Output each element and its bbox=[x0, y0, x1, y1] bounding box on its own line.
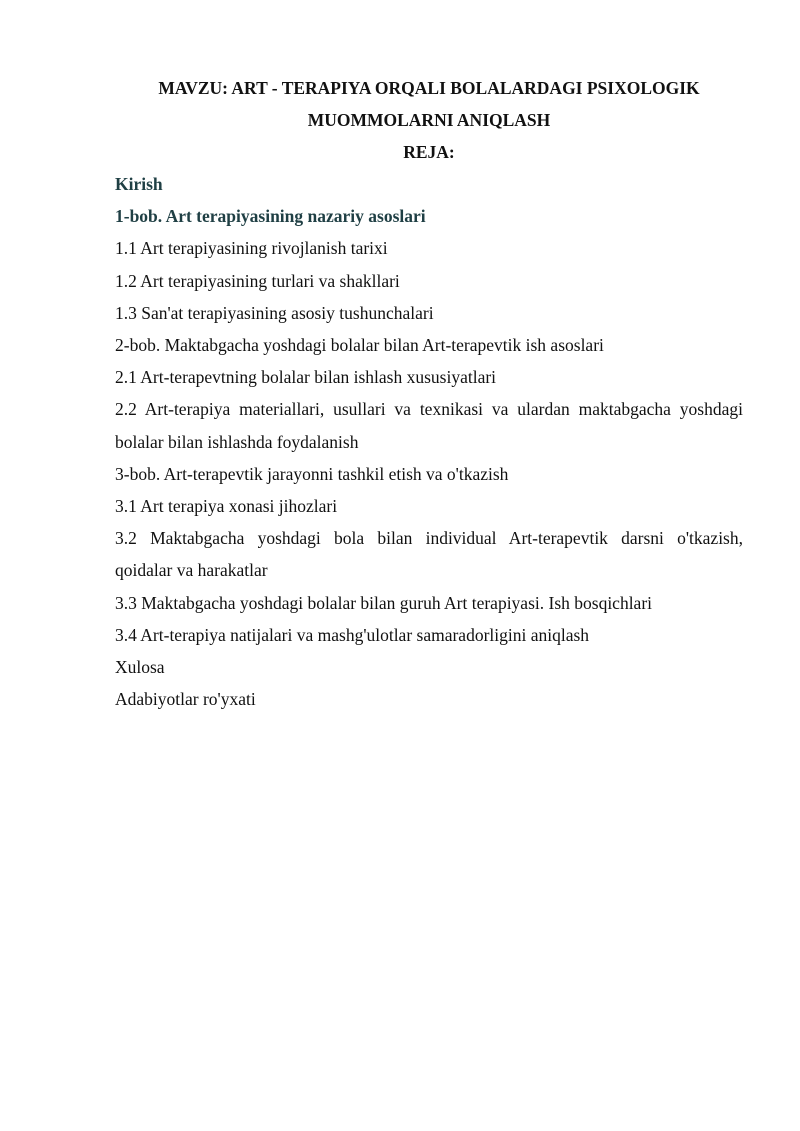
document-page bbox=[115, 72, 743, 715]
toc-intro: Kirish bbox=[115, 174, 163, 194]
toc-section-3-1: 3.1 Art terapiya xonasi jihozlari bbox=[115, 496, 338, 517]
toc-section-3-3: 3.3 Maktabgacha yoshdagi bolalar bilan guruh Art terapiyasi. Ish bosqichlari bbox=[115, 592, 653, 613]
toc-section-2-1: 2.1 Art-terapevtning bolalar bilan ishlash xususiyatlari bbox=[115, 367, 497, 388]
title-line-2: MUOMMOLARNI ANIQLASH bbox=[307, 110, 551, 130]
toc-section-1-3: 1.3 San'at terapiyasining asosiy tushunchalari bbox=[115, 302, 434, 323]
toc-conclusion: Xulosa bbox=[115, 657, 165, 678]
toc-section-3-2-line-2: qoidalar va harakatlar bbox=[115, 560, 268, 581]
toc-section-3-4: 3.4 Art-terapiya natijalari va mashg'ulotlar samaradorligini aniqlash bbox=[115, 624, 590, 645]
toc-chapter-2: 2-bob. Maktabgacha yoshdagi bolalar bilan Art-terapevtik ish asoslari bbox=[115, 335, 604, 356]
title-line-1: MAVZU: ART - TERAPIYA ORQALI BOLALARDAGI PSIXOLOGIK bbox=[158, 78, 700, 98]
toc-section-3-2-line-1: 3.2 Maktabgacha yoshdagi bola bilan individual Art-terapevtik darsni o'tkazish, bbox=[115, 528, 743, 549]
toc-references: Adabiyotlar ro'yxati bbox=[115, 689, 256, 710]
toc-section-2-2-line-1: 2.2 Art-terapiya materiallari, usullari va texnikasi va ulardan maktabgacha yoshdagi bbox=[115, 399, 743, 420]
toc-section-1-1: 1.1 Art terapiyasining rivojlanish tarixi bbox=[115, 238, 388, 259]
toc-section-1-2: 1.2 Art terapiyasining turlari va shakllari bbox=[115, 270, 400, 291]
toc-section-2-2-line-2: bolalar bilan ishlashda foydalanish bbox=[115, 431, 359, 452]
plan-heading: REJA: bbox=[403, 142, 455, 162]
toc-chapter-3: 3-bob. Art-terapevtik jarayonni tashkil etish va o'tkazish bbox=[115, 463, 509, 484]
toc-chapter-1: 1-bob. Art terapiyasining nazariy asoslari bbox=[115, 206, 426, 227]
